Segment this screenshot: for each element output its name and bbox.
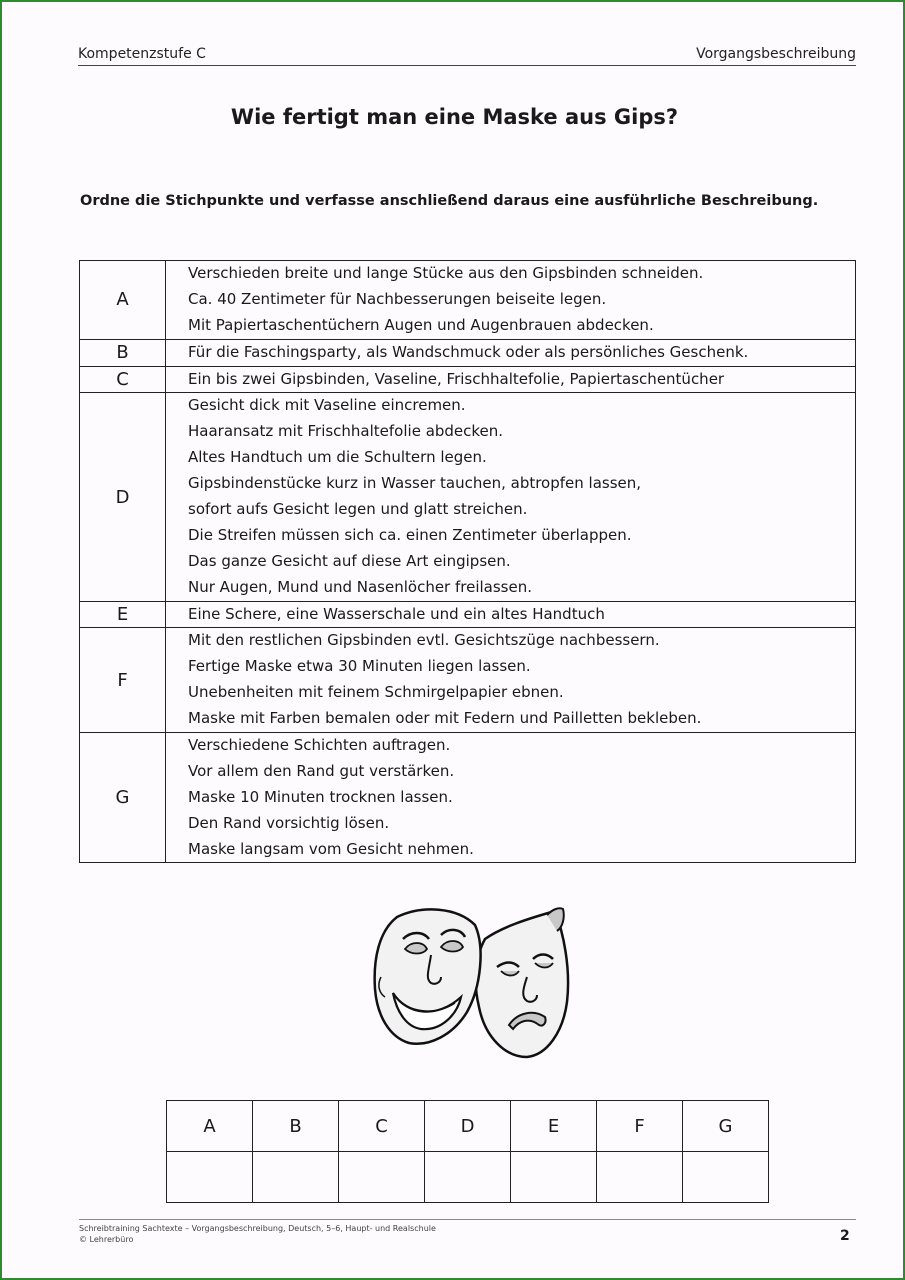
footer-rule bbox=[79, 1219, 856, 1220]
step-text bbox=[166, 628, 856, 733]
step-line: Unebenheiten mit feinem Schmirgelpapier ebnen. bbox=[188, 683, 564, 702]
step-text bbox=[166, 261, 856, 340]
step-row bbox=[80, 339, 856, 366]
step-row bbox=[80, 366, 856, 393]
answer-letter-cell: B bbox=[253, 1101, 339, 1152]
answer-blank-cell[interactable] bbox=[683, 1152, 769, 1203]
step-line: sofort aufs Gesicht legen und glatt streichen. bbox=[188, 500, 528, 519]
answer-letter-cell: G bbox=[683, 1101, 769, 1152]
answer-blank-row bbox=[167, 1152, 769, 1203]
step-line: Altes Handtuch um die Schultern legen. bbox=[188, 448, 487, 467]
step-row bbox=[80, 601, 856, 628]
answer-letter-cell: F bbox=[597, 1101, 683, 1152]
step-line: Das ganze Gesicht auf diese Art eingipsen. bbox=[188, 551, 511, 570]
page-header bbox=[78, 46, 856, 66]
step-text bbox=[166, 601, 856, 628]
steps-table bbox=[79, 260, 856, 863]
instruction-text: Ordne die Stichpunkte und verfasse anschließend daraus eine ausführliche Beschreibung. bbox=[80, 193, 819, 209]
step-letter: D bbox=[80, 393, 166, 601]
step-line: Mit Papiertaschentüchern Augen und Augenbrauen abdecken. bbox=[188, 315, 654, 334]
step-line: Fertige Maske etwa 30 Minuten liegen lassen. bbox=[188, 657, 531, 676]
answer-blank-cell[interactable] bbox=[597, 1152, 683, 1203]
step-line: Ein bis zwei Gipsbinden, Vaseline, Frischhaltefolie, Papiertaschentücher bbox=[188, 369, 725, 388]
answer-table bbox=[166, 1100, 769, 1203]
answer-letter-cell: C bbox=[339, 1101, 425, 1152]
step-letter: E bbox=[80, 601, 166, 628]
step-row bbox=[80, 393, 856, 601]
step-letter: A bbox=[80, 261, 166, 340]
step-text bbox=[166, 339, 856, 366]
step-line: Verschiedene Schichten auftragen. bbox=[188, 736, 451, 755]
answer-blank-cell[interactable] bbox=[425, 1152, 511, 1203]
step-row bbox=[80, 733, 856, 863]
footer-credits bbox=[79, 1223, 436, 1245]
step-line: Maske 10 Minuten trocknen lassen. bbox=[188, 787, 453, 806]
step-line: Eine Schere, eine Wasserschale und ein altes Handtuch bbox=[188, 604, 605, 623]
header-level: Kompetenzstufe C bbox=[78, 46, 206, 62]
step-line: Maske mit Farben bemalen oder mit Federn und Pailletten bekleben. bbox=[188, 709, 702, 728]
step-line: Haaransatz mit Frischhaltefolie abdecken. bbox=[188, 422, 504, 441]
step-text bbox=[166, 733, 856, 863]
step-line: Verschieden breite und lange Stücke aus den Gipsbinden schneiden. bbox=[188, 264, 704, 282]
page-number: 2 bbox=[840, 1228, 850, 1244]
answer-letter-cell: A bbox=[167, 1101, 253, 1152]
step-line: Ca. 40 Zentimeter für Nachbesserungen beiseite legen. bbox=[188, 289, 607, 308]
step-row bbox=[80, 261, 856, 340]
answer-blank-cell[interactable] bbox=[511, 1152, 597, 1203]
step-line: Gesicht dick mit Vaseline eincremen. bbox=[188, 396, 466, 415]
answer-blank-cell[interactable] bbox=[253, 1152, 339, 1203]
header-topic: Vorgangsbeschreibung bbox=[696, 46, 856, 62]
answer-letters-row bbox=[167, 1101, 769, 1152]
step-text bbox=[166, 393, 856, 601]
step-row bbox=[80, 628, 856, 733]
step-line: Mit den restlichen Gipsbinden evtl. Gesichtszüge nachbessern. bbox=[188, 631, 660, 650]
step-letter: C bbox=[80, 366, 166, 393]
step-letter: G bbox=[80, 733, 166, 863]
step-letter: B bbox=[80, 339, 166, 366]
step-line: Vor allem den Rand gut verstärken. bbox=[188, 761, 455, 780]
page-title: Wie fertigt man eine Maske aus Gips? bbox=[230, 105, 679, 129]
answer-letter-cell: E bbox=[511, 1101, 597, 1152]
answer-letter-cell: D bbox=[425, 1101, 511, 1152]
answer-blank-cell[interactable] bbox=[339, 1152, 425, 1203]
step-line: Den Rand vorsichtig lösen. bbox=[188, 813, 390, 832]
step-line: Für die Faschingsparty, als Wandschmuck oder als persönliches Geschenk. bbox=[188, 342, 749, 361]
step-letter: F bbox=[80, 628, 166, 733]
step-line: Die Streifen müssen sich ca. einen Zentimeter überlappen. bbox=[188, 525, 632, 544]
step-text bbox=[166, 366, 856, 393]
answer-blank-cell[interactable] bbox=[167, 1152, 253, 1203]
theater-masks-icon bbox=[367, 897, 587, 1062]
step-line: Nur Augen, Mund und Nasenlöcher freilassen. bbox=[188, 577, 533, 596]
step-line: Gipsbindenstücke kurz in Wasser tauchen, abtropfen lassen, bbox=[188, 474, 642, 493]
footer-copyright: © Lehrerbüro bbox=[79, 1235, 134, 1244]
step-line: Maske langsam vom Gesicht nehmen. bbox=[188, 839, 474, 858]
footer-source: Schreibtraining Sachtexte – Vorgangsbeschreibung, Deutsch, 5–6, Haupt- und Realschule bbox=[79, 1224, 436, 1233]
